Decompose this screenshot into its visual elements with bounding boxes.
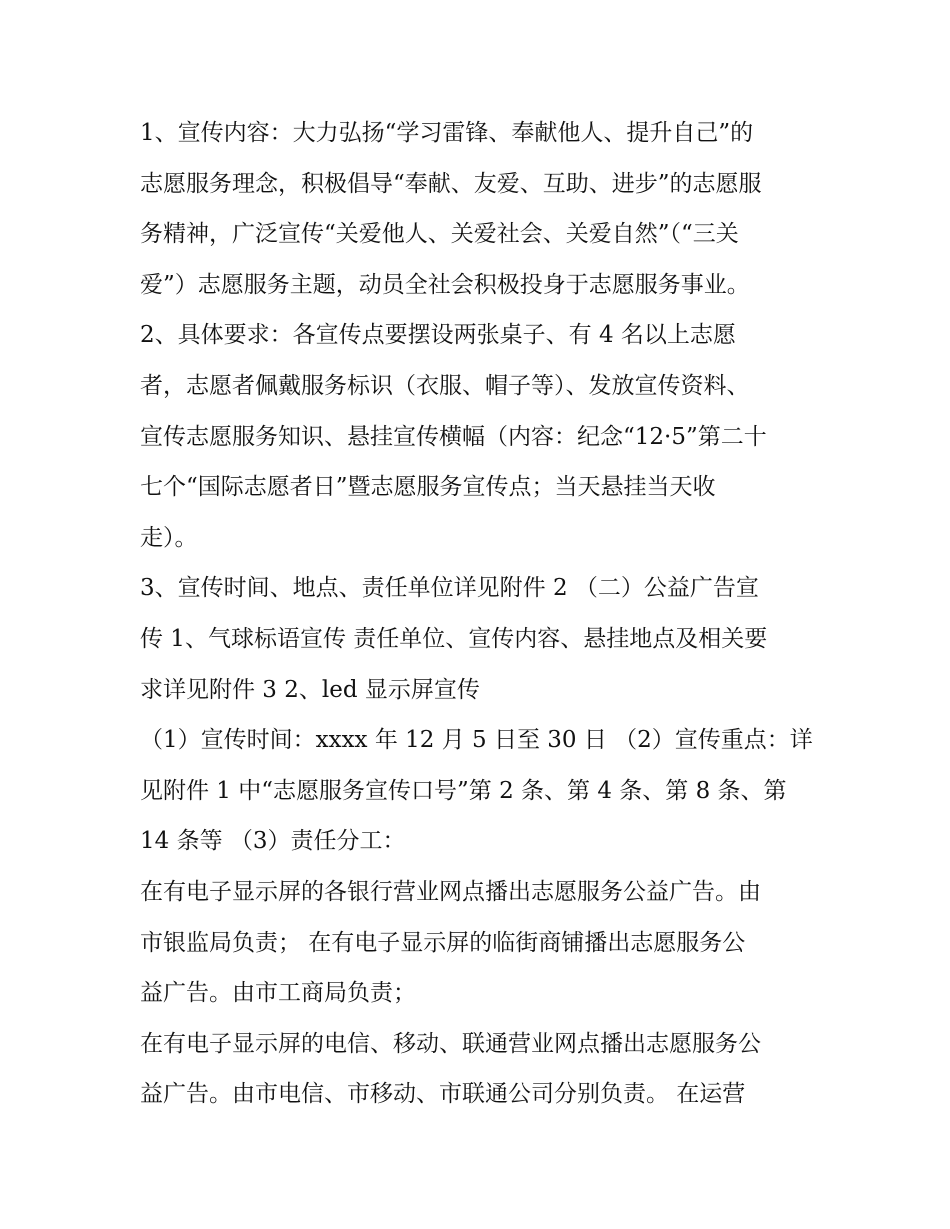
text-line: 在有电子显示屏的电信、移动、联通营业网点播出志愿服务公 (140, 1030, 761, 1057)
text-line: 者，志愿者佩戴服务标识（衣服、帽子等）、发放宣传资料、 (140, 372, 750, 399)
text-line: 14 条等 （3）责任分工： (140, 828, 406, 855)
text-line: 市银监局负责； 在有电子显示屏的临街商铺播出志愿服务公 (140, 929, 746, 956)
text-line: 务精神，广泛宣传“关爱他人、关爱社会、关爱自然”（“三关 (140, 221, 739, 248)
text-line: 2、具体要求：各宣传点要摆设两张桌子、有 4 名以上志愿 (140, 322, 736, 349)
text-line: 志愿服务理念，积极倡导“奉献、友爱、互助、进步”的志愿服 (140, 170, 762, 197)
text-line: 七个“国际志愿者日”暨志愿服务宣传点；当天悬挂当天收 (140, 474, 716, 501)
text-line: 在有电子显示屏的各银行营业网点播出志愿服务公益广告。由 (140, 878, 761, 905)
text-line: 求详见附件 3 2、led 显示屏宣传 (140, 676, 480, 703)
text-line: （1）宣传时间：xxxx 年 12 月 5 日至 30 日 （2）宣传重点：详 (140, 727, 813, 754)
text-line: 走）。 (140, 524, 198, 551)
text-line: 益广告。由市电信、市移动、市联通公司分别负责。 在运营 (140, 1081, 746, 1108)
text-line: 益广告。由市工商局负责； (140, 980, 416, 1007)
document-body (140, 108, 820, 1120)
text-line: 3、宣传时间、地点、责任单位详见附件 2 （二）公益广告宣 (140, 575, 759, 602)
text-line: 爱”）志愿服务主题，动员全社会积极投身于志愿服务事业。 (140, 271, 750, 298)
text-line: 1、宣传内容：大力弘扬“学习雷锋、奉献他人、提升自己”的 (140, 120, 754, 146)
text-line: 宣传志愿服务知识、悬挂宣传横幅（内容：纪念“12·5”第二十 (140, 423, 767, 450)
text-line: 见附件 1 中“志愿服务宣传口号”第 2 条、第 4 条、第 8 条、第 (140, 777, 787, 804)
text-line: 传 1、气球标语宣传 责任单位、宣传内容、悬挂地点及相关要 (140, 625, 768, 652)
